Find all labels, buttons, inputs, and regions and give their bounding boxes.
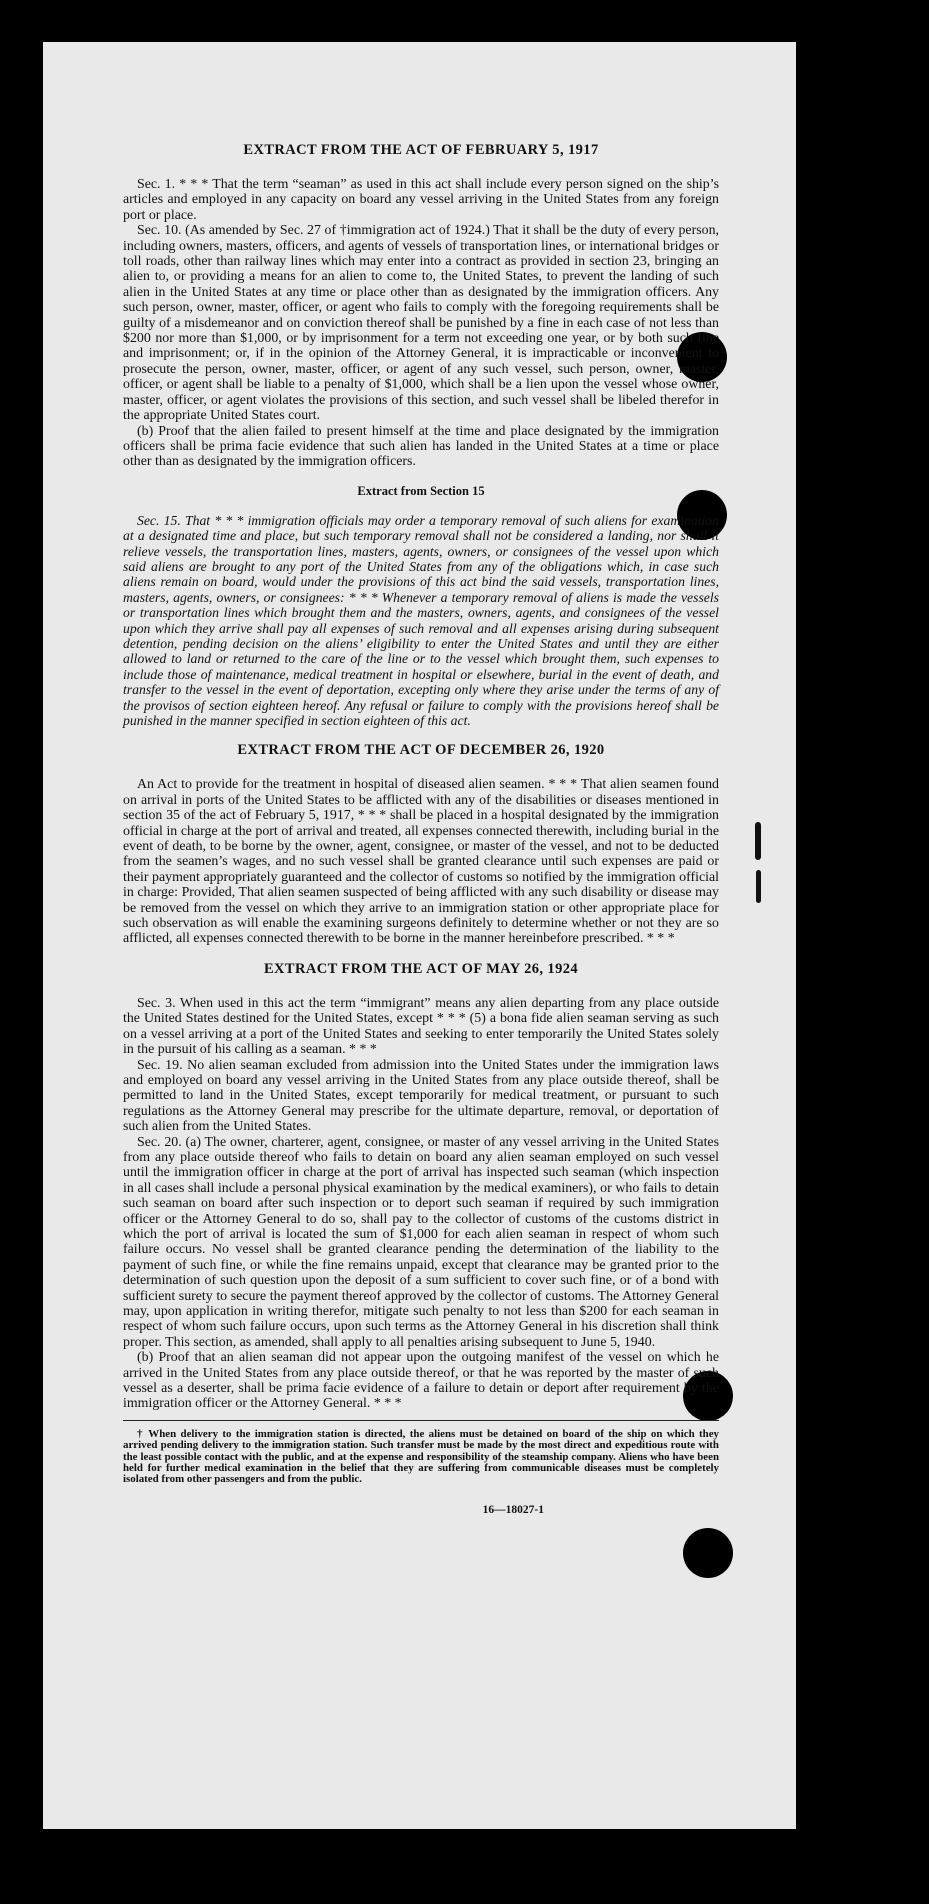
paragraph: Sec. 1. * * * That the term “seaman” as used in this act shall include every person signed on the ship’s articles and employed in any capacity on board any vessel arriving in the United States from any foreign port or place.: [123, 177, 719, 223]
paragraph: Sec. 3. When used in this act the term “immigrant” means any alien departing from any place outside the United States destined for the United States, except * * * (5) a bona fide alien seaman serving as such on a vessel arriving at a port of the United States and seeking to enter temporarily the United States solely in the pursuit of his calling as a seaman. * * *: [123, 995, 719, 1058]
section-heading: EXTRACT FROM THE ACT OF DECEMBER 26, 1920: [237, 742, 605, 759]
paragraph: (b) Proof that an alien seaman did not appear upon the outgoing manifest of the vessel on which he arrived in the United States from any place outside thereof, or that he was reported by the master of such vessel as a deserter, shall be prima facie evidence of a failure to detain or deport after requirement by the immigration officer or the Attorney General. * * *: [123, 1350, 719, 1412]
paragraph: Sec. 20. (a) The owner, charterer, agent, consignee, or master of any vessel arriving in the United States from any place outside thereof who fails to detain on board any alien seaman employed on such vessel until the immigration officer in charge at the port of arrival has inspected such seaman (which inspection in all cases shall include a personal physical examination by the medical examiners), or who fails to detain such seaman on board after such inspection or to deport such seaman if required by such immigration officer or the Attorney General to do so, shall pay to the collector of customs of the customs district in which the port of arrival is located the sum of $1,000 for each alien seaman in respect of whom such failure occurs. No vessel shall be granted clearance pending the determination of the liability to the payment of such fine, or while the fine remains unpaid, except that clearance may be granted prior to the determination of such question upon the deposit of a sum sufficient to cover such fine, or of a bond with sufficient surety to secure the payment thereof approved by the collector of customs. The Attorney General may, upon application in writing therefor, mitigate such penalty to not less than $200 for each seaman in respect of whom such failure occurs, upon such terms as the Attorney General in his discretion shall think proper. This section, as amended, shall apply to all penalties arising subsequent to June 5, 1940.: [123, 1134, 719, 1350]
paragraph: (b) Proof that the alien failed to present himself at the time and place designated by the immigration officers shall be prima facie evidence that such alien has landed in the United States at a time or place other than as designated by the immigration officers.: [123, 423, 719, 470]
section-heading: EXTRACT FROM THE ACT OF FEBRUARY 5, 1917: [243, 142, 599, 158]
binder-hole: [683, 1528, 733, 1578]
paragraph: An Act to provide for the treatment in hospital of diseased alien seamen. * * * That alien seamen found on arrival in ports of the United States to be afflicted with any of the disabilities or diseases mentioned in section 35 of the act of February 5, 1917, * * * shall be placed in a hospital designated by the immigration official in charge at the port of arrival and treated, all expenses connected therewith, including burial in the event of death, to be borne by the owner, agent, consignee, or master of the vessel, and not to be deducted from the seamen’s wages, and no such vessel shall be granted clearance until such expenses are paid or their payment appropriately guaranteed and the collector of customs so notified by the immigration official in charge: Provided, That alien seamen suspected of being afflicted with any such disability or disease may be removed from the vessel on which they arrive to an immigration station or other appropriate place for such observation as will enable the examining surgeons definitely to determine whether or not they are so afflicted, all expenses connected therewith to be borne in the manner hereinbefore prescribed. * * *: [123, 777, 719, 947]
paragraph: Sec. 15. That * * * immigration officials may order a temporary removal of such aliens for examination at a designated time and place, but such temporary removal shall not be considered a landing, nor shall it relieve vessels, the transportation lines, masters, agents, owners, or consignees of the vessel upon which said aliens are brought to any port of the United States from any of the obligations which, in case such aliens remain on board, would under the provisions of this act bind the said vessels, transportation lines, masters, agents, owners, or consignees: * * * Whenever a temporary removal of aliens is made the vessels or transportation lines which brought them and the masters, owners, agents, and consignees of the vessel upon which they arrive shall pay all expenses of such removal and all expenses arising during subsequent detention, pending decision on the aliens’ eligibility to enter the United States and until they are either allowed to land or returned to the care of the line or to the vessel which brought them, such expenses to include those of maintenance, medical treatment in hospital or elsewhere, burial in the event of death, and transfer to the vessel in the event of deportation, excepting only where they arise under the terms of any of the provisos of section eighteen hereof. Any refusal or failure to comply with the provisions hereof shall be punished in the manner specified in section eighteen of this act.: [123, 512, 719, 728]
section-heading: EXTRACT FROM THE ACT OF MAY 26, 1924: [263, 960, 579, 977]
paragraph: Sec. 19. No alien seaman excluded from admission into the United States under the immigration laws and employed on board any vessel arriving in the United States from any place outside thereof, shall be permitted to land in the United States, except temporarily for medical treatment, or pursuant to such regulations as the Attorney General may prescribe for the ultimate departure, removal, or deportation of such alien from the United States.: [123, 1057, 719, 1135]
scan-mark: [755, 822, 761, 860]
document-page: [43, 42, 796, 1829]
footnote: † When delivery to the immigration station is directed, the aliens must be detained on board of the ship on which they arrived pending delivery to the immigration station. Such transfer must be made by the most direct and expeditious route with the least possible contact with the public, and at the expense and responsibility of the steamship company. Aliens who have been held for further medical examination in the belief that they are suffering from communicable diseases must be completely isolated from other passengers and from the public.: [123, 1427, 719, 1486]
paragraph: Sec. 10. (As amended by Sec. 27 of †immigration act of 1924.) That it shall be the duty of every person, including owners, masters, officers, and agents of vessels of transportation lines, or international bridges or toll roads, other than railway lines which may enter into a contract as provided in section 23, bringing an alien to, or providing a means for an alien to come to, the United States, to prevent the landing of such alien in the United States at any time or place other than as designated by the immigration officers. Any such person, owner, master, officer, or agent who fails to comply with the foregoing requirements shall be guilty of a misdemeanor and on conviction thereof shall be punished by a fine in each case of not less than $200 nor more than $1,000, or by imprisonment for a term not exceeding one year, or by both such fine and imprisonment; or, if in the opinion of the Attorney General, it is impracticable or inconvenient to prosecute the person, owner, master, officer, or agent of any such vessel, such person, owner, master, officer, or agent shall be liable to a penalty of $1,000, which shall be a lien upon the vessel whose owner, master, officer, or agent violates the provisions of this section, and such vessel shall be libeled therefor in the appropriate United States court.: [123, 223, 719, 424]
form-number: 16—18027-1: [482, 1503, 544, 1516]
scan-mark: [756, 870, 761, 903]
subsection-heading: Extract from Section 15: [357, 483, 485, 498]
document-content: [123, 142, 719, 1516]
